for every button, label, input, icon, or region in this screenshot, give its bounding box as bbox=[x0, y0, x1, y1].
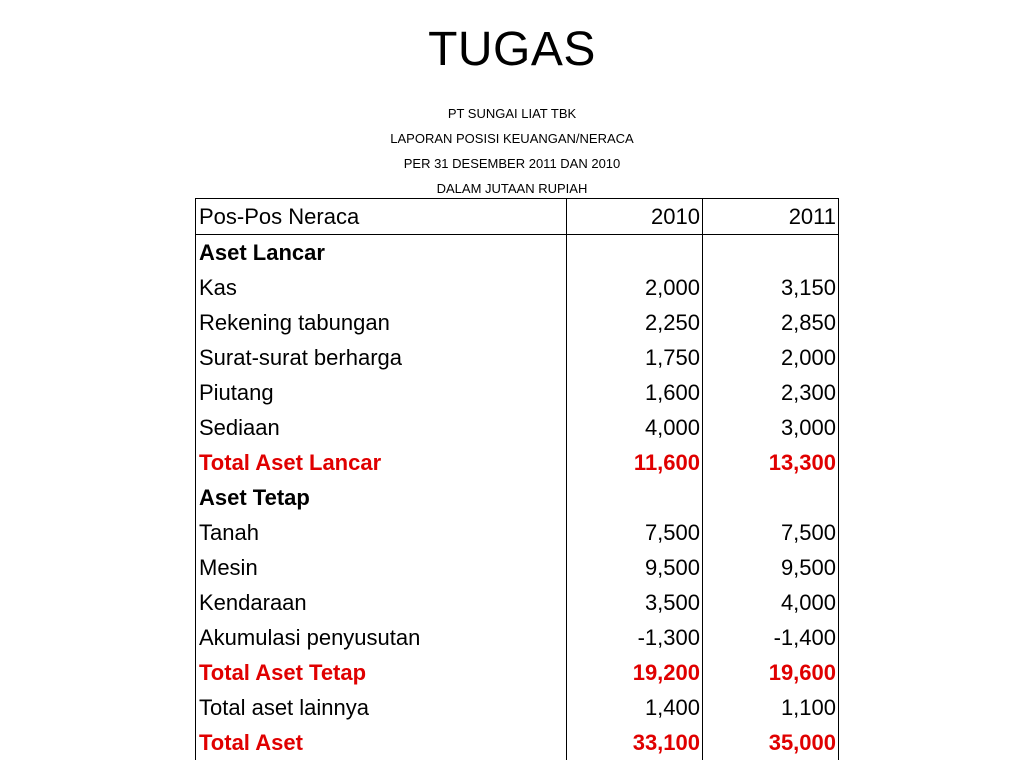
row-label: Piutang bbox=[196, 375, 567, 410]
value-2010: 1,600 bbox=[567, 375, 703, 410]
value-2010 bbox=[567, 235, 703, 271]
value-2010: -1,300 bbox=[567, 620, 703, 655]
row-label: Akumulasi penyusutan bbox=[196, 620, 567, 655]
value-2010: 9,500 bbox=[567, 550, 703, 585]
value-2011: 13,300 bbox=[703, 445, 839, 480]
value-2010: 1,750 bbox=[567, 340, 703, 375]
row-label: Kendaraan bbox=[196, 585, 567, 620]
table-row bbox=[196, 515, 839, 550]
value-2011: 2,000 bbox=[703, 340, 839, 375]
value-2010: 1,400 bbox=[567, 690, 703, 725]
value-2011: 9,500 bbox=[703, 550, 839, 585]
report-subtitle bbox=[0, 101, 1024, 201]
row-label: Total Aset bbox=[196, 725, 567, 760]
row-label: Total Aset Tetap bbox=[196, 655, 567, 690]
row-label: Sediaan bbox=[196, 410, 567, 445]
row-label: Rekening tabungan bbox=[196, 305, 567, 340]
table-row bbox=[196, 305, 839, 340]
value-2010: 11,600 bbox=[567, 445, 703, 480]
value-2011: 3,150 bbox=[703, 270, 839, 305]
total-row bbox=[196, 655, 839, 690]
table-row bbox=[196, 375, 839, 410]
value-2011: 19,600 bbox=[703, 655, 839, 690]
row-label: Tanah bbox=[196, 515, 567, 550]
value-2010: 2,000 bbox=[567, 270, 703, 305]
report-period: PER 31 DESEMBER 2011 DAN 2010 bbox=[403, 156, 621, 171]
value-2011 bbox=[703, 235, 839, 271]
value-2011: 4,000 bbox=[703, 585, 839, 620]
value-2011: 1,100 bbox=[703, 690, 839, 725]
balance-sheet-table bbox=[195, 198, 839, 760]
value-2010: 2,250 bbox=[567, 305, 703, 340]
value-2011: -1,400 bbox=[703, 620, 839, 655]
row-label: Aset Lancar bbox=[196, 235, 567, 271]
header-label: Pos-Pos Neraca bbox=[196, 199, 567, 235]
table-row bbox=[196, 585, 839, 620]
row-label: Kas bbox=[196, 270, 567, 305]
table-row bbox=[196, 550, 839, 585]
table-row bbox=[196, 235, 839, 271]
value-2010: 7,500 bbox=[567, 515, 703, 550]
table-row bbox=[196, 690, 839, 725]
report-unit: DALAM JUTAAN RUPIAH bbox=[436, 181, 588, 196]
value-2011: 7,500 bbox=[703, 515, 839, 550]
value-2010: 33,100 bbox=[567, 725, 703, 760]
header-2010: 2010 bbox=[567, 199, 703, 235]
row-label: Mesin bbox=[196, 550, 567, 585]
company-name: PT SUNGAI LIAT TBK bbox=[447, 106, 577, 121]
table-row bbox=[196, 480, 839, 515]
slide-title: TUGAS bbox=[428, 23, 596, 76]
row-label: Surat-surat berharga bbox=[196, 340, 567, 375]
row-label: Aset Tetap bbox=[196, 480, 567, 515]
row-label: Total Aset Lancar bbox=[196, 445, 567, 480]
value-2011: 35,000 bbox=[703, 725, 839, 760]
total-row bbox=[196, 725, 839, 760]
table-row bbox=[196, 410, 839, 445]
total-row bbox=[196, 445, 839, 480]
table-header-row bbox=[196, 199, 839, 235]
value-2011: 3,000 bbox=[703, 410, 839, 445]
value-2011 bbox=[703, 480, 839, 515]
value-2011: 2,850 bbox=[703, 305, 839, 340]
value-2010: 3,500 bbox=[567, 585, 703, 620]
value-2011: 2,300 bbox=[703, 375, 839, 410]
row-label: Total aset lainnya bbox=[196, 690, 567, 725]
table-row bbox=[196, 270, 839, 305]
value-2010: 4,000 bbox=[567, 410, 703, 445]
table-row bbox=[196, 340, 839, 375]
value-2010: 19,200 bbox=[567, 655, 703, 690]
value-2010 bbox=[567, 480, 703, 515]
table-row bbox=[196, 620, 839, 655]
report-name: LAPORAN POSISI KEUANGAN/NERACA bbox=[390, 131, 634, 146]
header-2011: 2011 bbox=[703, 199, 839, 235]
